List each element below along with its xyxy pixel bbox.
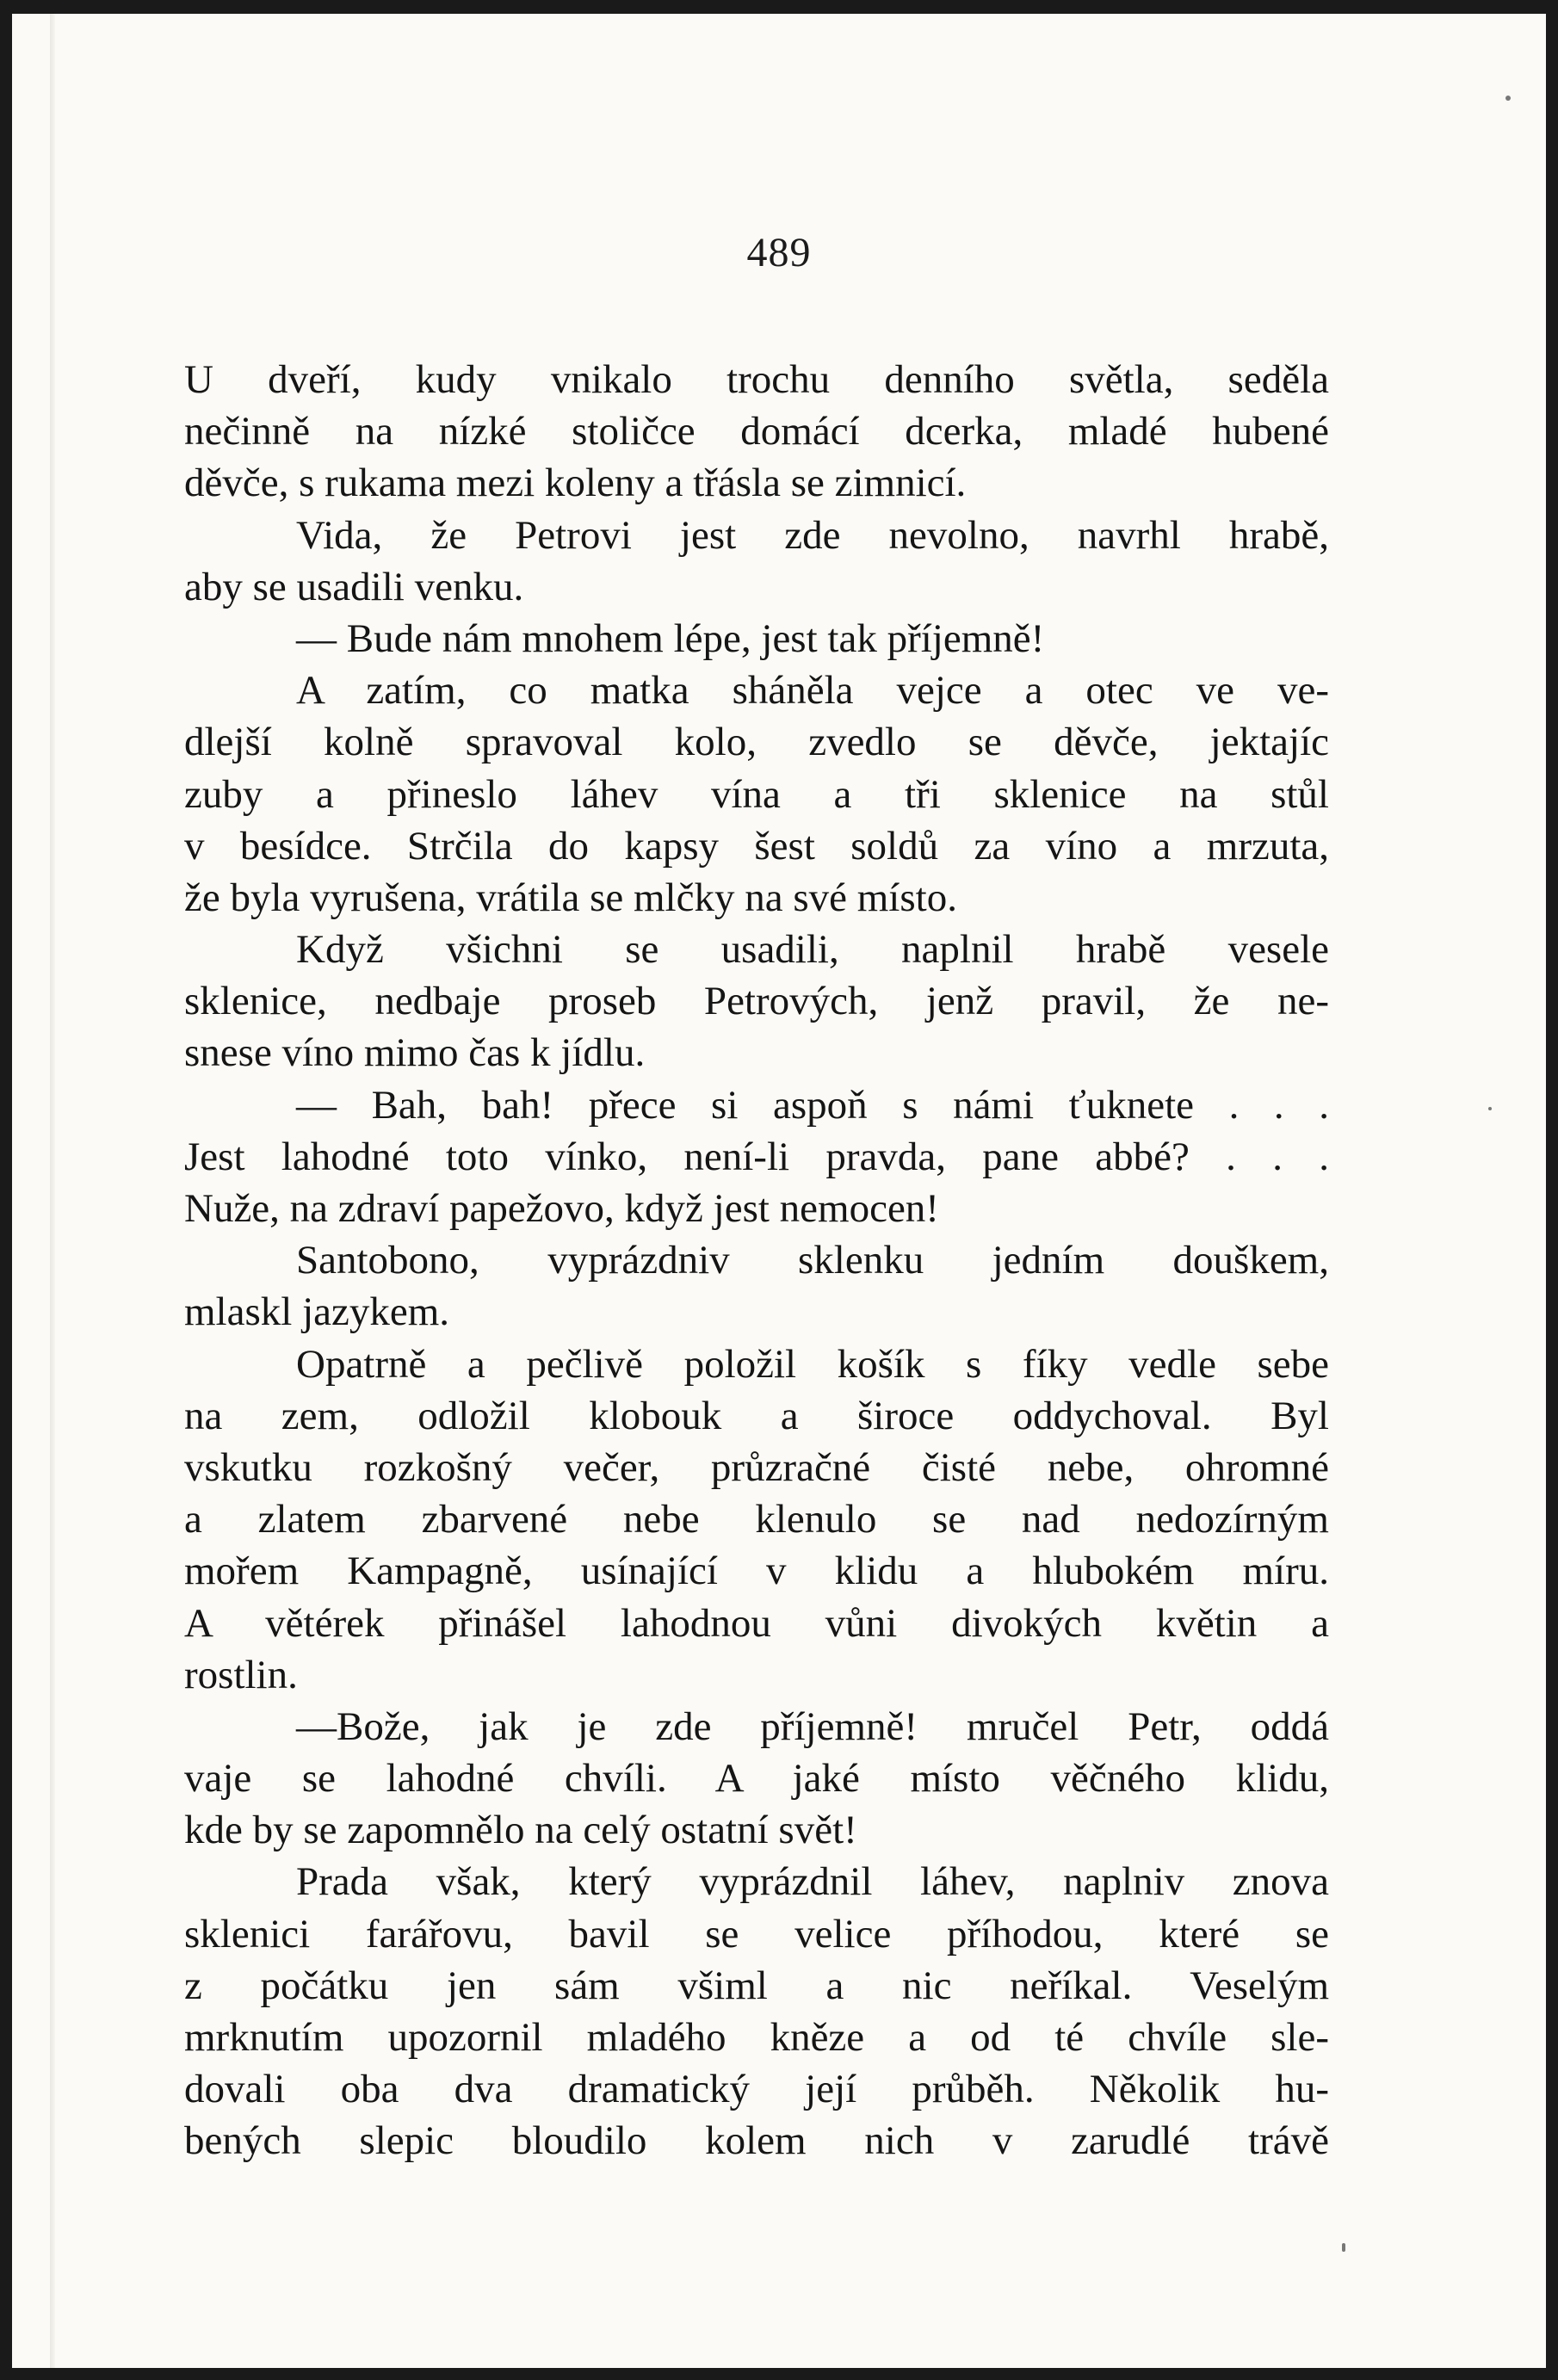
text-line: Opatrně a pečlivě položil košík s fíky vedle sebe [296, 1341, 1329, 1387]
page-gutter-edge [50, 14, 55, 2368]
book-page [12, 14, 1546, 2368]
text-line: Vida, že Petrovi jest zde nevolno, navrhl hrabě, [296, 512, 1329, 558]
text-line: A větérek přinášel lahodnou vůni divokých květin a [184, 1600, 1329, 1646]
text-line: kde by se zapomnělo na celý ostatní svět! [184, 1808, 857, 1853]
paper-speck [1488, 1107, 1492, 1110]
text-line: aby se usadili venku. [184, 564, 524, 609]
text-line: zuby a přineslo láhev vína a tři sklenice na stůl [184, 771, 1329, 817]
text-line: z počátku jen sám všiml a nic neříkal. Veselým [184, 1963, 1329, 2008]
text-line: mlaskl jazykem. [184, 1289, 450, 1335]
text-line: Nuže, na zdraví papežovo, když jest nemocen! [184, 1186, 939, 1231]
text-line: dlejší kolně spravoval kolo, zvedlo se děvče, jektajíc [184, 720, 1329, 765]
text-line: a zlatem zbarvené nebe klenulo se nad nedozírným [184, 1497, 1329, 1542]
text-line: Santobono, vyprázdniv sklenku jedním douškem, [296, 1238, 1329, 1283]
text-line: v besídce. Strčila do kapsy šest soldů za víno a mrzuta, [184, 823, 1329, 869]
text-line: U dveří, kudy vnikalo trochu denního světla, seděla [184, 357, 1329, 402]
text-line: dovali oba dva dramatický její průběh. Několik hu- [184, 2067, 1329, 2112]
text-line: sklenici farářovu, bavil se velice příhodou, které se [184, 1911, 1329, 1957]
body-text [184, 354, 1329, 2167]
text-line: bených slepic bloudilo kolem nich v zarudlé trávě [184, 2118, 1329, 2164]
text-line: vaje se lahodné chvíli. A jaké místo věčného klidu, [184, 1756, 1329, 1802]
text-line: sklenice, nedbaje proseb Petrových, jenž pravil, že ne- [184, 979, 1329, 1024]
text-line: že byla vyrušena, vrátila se mlčky na své místo. [184, 875, 957, 920]
text-line: vskutku rozkošný večer, průzračné čisté nebe, ohromné [184, 1444, 1329, 1490]
text-line: Když všichni se usadili, naplnil hrabě vesele [296, 927, 1329, 973]
text-line: mořem Kampagně, usínající v klidu a hlubokém míru. [184, 1549, 1329, 1594]
paper-speck [1505, 96, 1511, 101]
paper-speck [1342, 2243, 1345, 2252]
text-line: —Bože, jak je zde příjemně! mručel Petr, oddá [296, 1703, 1329, 1749]
text-line: nečinně na nízké stoličce domácí dcerka, mladé hubené [184, 409, 1329, 454]
text-line: A zatím, co matka sháněla vejce a otec ve ve- [296, 668, 1329, 714]
text-line: na zem, odložil klobouk a široce oddychoval. Byl [184, 1393, 1329, 1438]
text-line: — Bah, bah! přece si aspoň s námi ťuknete . . . [296, 1082, 1329, 1128]
text-line: děvče, s rukama mezi koleny a třásla se zimnicí. [184, 461, 967, 506]
text-line: rostlin. [184, 1652, 298, 1697]
text-line: snese víno mimo čas k jídlu. [184, 1030, 646, 1076]
page-number: 489 [746, 230, 812, 275]
text-line: Jest lahodné toto vínko, není-li pravda, pane abbé? . . . [184, 1134, 1329, 1179]
text-line: mrknutím upozornil mladého kněze a od té chvíle sle- [184, 2015, 1329, 2060]
text-line: — Bude nám mnohem lépe, jest tak příjemně! [296, 615, 1045, 661]
text-line: Prada však, který vyprázdnil láhev, naplniv znova [296, 1859, 1329, 1905]
